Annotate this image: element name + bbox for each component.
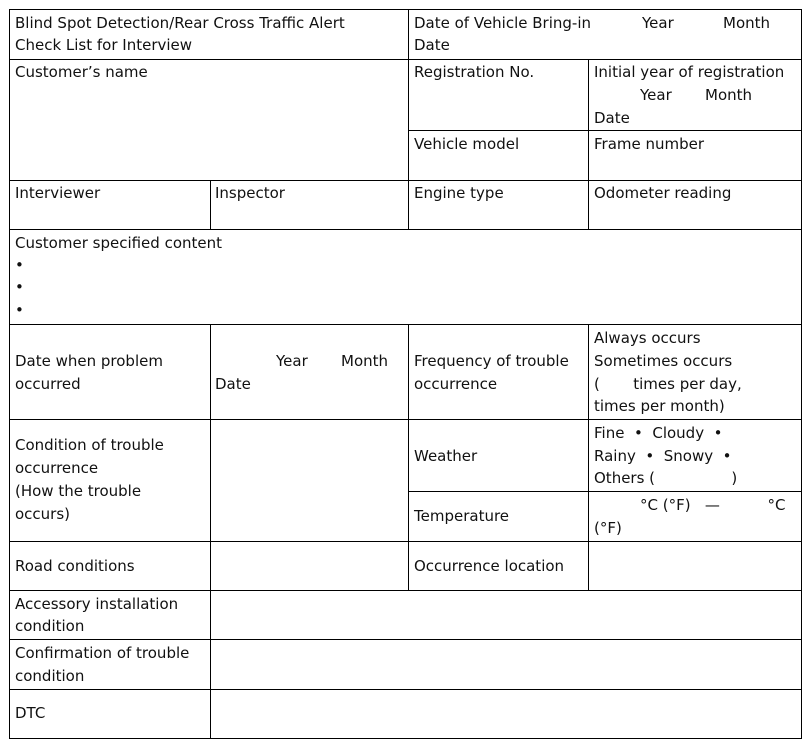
rule-date-bottom [9,419,802,420]
rule-confirmation-bottom [9,689,802,690]
problem-date-label-line2: occurred [15,375,81,393]
confirmation-label-line1: Confirmation of trouble [15,644,190,662]
rule-header-bottom [9,59,802,60]
registration-no-label: Registration No. [414,63,535,81]
bring-in-date[interactable]: Date [414,36,450,54]
frame-number-label: Frame number [594,135,705,153]
rule-personnel-bottom [9,229,802,230]
form-title-line2: Check List for Interview [15,36,193,54]
accessory-label-line2: condition [15,617,85,635]
rule-right-inner-lower [588,324,589,591]
initial-year-date[interactable]: Date [594,109,630,127]
condition-label-line4: occurs) [15,505,71,523]
rule-registration-bottom [408,130,802,131]
rule-condition-bottom [9,541,802,542]
problem-date-date[interactable]: Date [215,375,251,393]
rule-right-inner-top [588,59,589,230]
odometer-reading-label: Odometer reading [594,184,732,202]
initial-year-month[interactable]: Month [705,86,753,104]
accessory-label-line1: Accessory installation [15,595,179,613]
initial-year-label: Initial year of registration [594,63,785,81]
rule-weather-bottom [408,491,802,492]
road-conditions-label: Road conditions [15,557,135,575]
rule-left [9,9,10,739]
rule-bottom [9,738,802,739]
rule-left-inner-personnel [210,180,211,230]
weather-options-line2[interactable]: Rainy • Snowy • [594,447,732,465]
weather-options-line1[interactable]: Fine • Cloudy • [594,424,723,442]
rule-road-bottom [9,590,802,591]
condition-label-line1: Condition of trouble [15,436,164,454]
problem-date-label-line1: Date when problem [15,352,163,370]
interviewer-label: Interviewer [15,184,101,202]
condition-label-line3: (How the trouble [15,482,142,500]
rule-content-bottom [9,324,802,325]
customer-name-label: Customer’s name [15,63,148,81]
frequency-sometimes[interactable]: Sometimes occurs [594,352,733,370]
rule-left-inner-lower [210,324,211,739]
form-title-line1: Blind Spot Detection/Rear Cross Traffic Alert [15,14,345,32]
customer-content-bullet-1: • [15,256,24,274]
customer-content-bullet-3: • [15,301,24,319]
condition-label-line2: occurrence [15,459,99,477]
frequency-label-line2: occurrence [414,375,498,393]
rule-mid-lower [408,324,409,591]
dtc-label: DTC [15,704,46,722]
inspector-label: Inspector [215,184,285,202]
vehicle-model-label: Vehicle model [414,135,520,153]
rule-accessory-bottom [9,639,802,640]
engine-type-label: Engine type [414,184,504,202]
occurrence-location-label: Occurrence location [414,557,565,575]
rule-mid-top [408,9,409,230]
weather-options-line3[interactable]: Others ( ) [594,469,738,487]
temperature-range-line2[interactable]: (°F) [594,519,622,537]
bring-in-year[interactable]: Year [642,14,674,32]
problem-date-month[interactable]: Month [341,352,389,370]
weather-label: Weather [414,447,478,465]
customer-content-label: Customer specified content [15,234,223,252]
frequency-label-line1: Frequency of trouble [414,352,569,370]
rule-right [801,9,802,739]
customer-content-bullet-2: • [15,278,24,296]
confirmation-label-line2: condition [15,667,85,685]
bring-in-month[interactable]: Month [723,14,771,32]
rule-vehicle-bottom [9,180,802,181]
temperature-range-line1[interactable]: °C (°F) — °C [640,496,786,514]
rule-top [9,9,802,10]
bring-in-label: Date of Vehicle Bring-in [414,14,591,32]
frequency-per-day[interactable]: ( times per day, [594,375,742,393]
initial-year-year[interactable]: Year [640,86,672,104]
temperature-label: Temperature [414,507,510,525]
frequency-always[interactable]: Always occurs [594,329,701,347]
frequency-per-month[interactable]: times per month) [594,397,725,415]
problem-date-year[interactable]: Year [276,352,308,370]
